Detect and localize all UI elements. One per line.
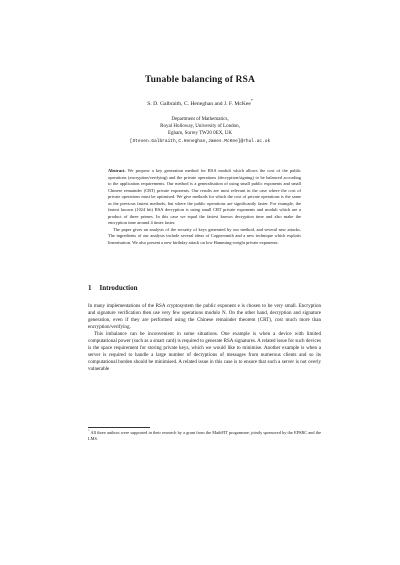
section-body	[88, 303, 321, 373]
footnote	[88, 430, 321, 442]
affiliation-line: Department of Mathematics,	[171, 117, 229, 122]
abstract-text: We propose a key generation method for RSA moduli which allows the cost of the public operations (encryption/verifying) and the private operations (decryption/signing) to be balanced according to the application requirements. Our method is a generalisation of using small public exponents and small Chinese remainder (CRT) private exponents. Our results are most relevant in the case where the cost of private operations must be optimised. We give methods for which the cost of private operations is the same as the previous fastest methods, but where the public operations are significantly faster. For example, the fastest known (1024 bit) RSA decryption is using small CRT private exponents and moduli which are a product of three primes. In this case we equal the fastest known decryption time and also make the encryption time around 4 times faster.	[108, 168, 301, 225]
section-number: 1	[88, 284, 92, 292]
abstract	[108, 168, 301, 246]
footnote-text: All three authors were supported in their research by a grant from the MathFIT programme, jointly sponsored by the EPSRC and the LMS.	[88, 430, 321, 441]
section-heading	[88, 284, 328, 292]
affiliation-line: Egham, Surrey TW20 0EX, UK	[167, 131, 233, 137]
abstract-paragraph: The paper gives an analysis of the security of keys generated by our method, and several new attacks. The ingredients of our analysis include several ideas of Coppersmith and a new technique which exploits linearisation. We also present a new birthday attack on low Hamming-weight private exponents.	[108, 226, 301, 245]
email-address: [Steven.Galbraith,C.Heneghan,James.McKee]@rhul.ac.uk	[129, 138, 271, 144]
author-footnote-mark: *	[250, 99, 253, 104]
affiliation	[0, 116, 400, 145]
footnote-rule	[88, 427, 150, 428]
author-list	[0, 101, 400, 107]
footnote-mark: *	[88, 428, 90, 433]
paper-title: Tunable balancing of RSA	[144, 74, 255, 85]
affiliation-line: Royal Holloway, University of London,	[160, 124, 240, 130]
abstract-paragraph	[108, 168, 301, 227]
section-title: Introduction	[99, 284, 138, 292]
body-paragraph: In many implementations of the RSA cryptosystem the public exponent e is chosen to be very small. Encryption and signature verification then use very few operations modulo N. On the other hand, decryption and signature generation, even if they are performed using the Chinese remainder theorem (CRT), cost much more than encryption/verifying.	[88, 303, 321, 331]
body-paragraph: This imbalance can be inconvenient in some situations. One example is when a device with limited computational power (such as a smart card) is required to generate RSA signatures. A related issue for such devices is the space requirement for storing private keys, which we would like to minimise. Another example is when a server is required to handle a large number of decryptions of messages from numerous clients and so its computational burden should be minimised. A related issue in this case is to ensure that such a server is not overly vulnerable	[88, 331, 321, 373]
abstract-label: Abstract.	[108, 168, 126, 173]
authors-text: S. D. Galbraith, C. Heneghan and J. F. McKee	[147, 101, 251, 107]
